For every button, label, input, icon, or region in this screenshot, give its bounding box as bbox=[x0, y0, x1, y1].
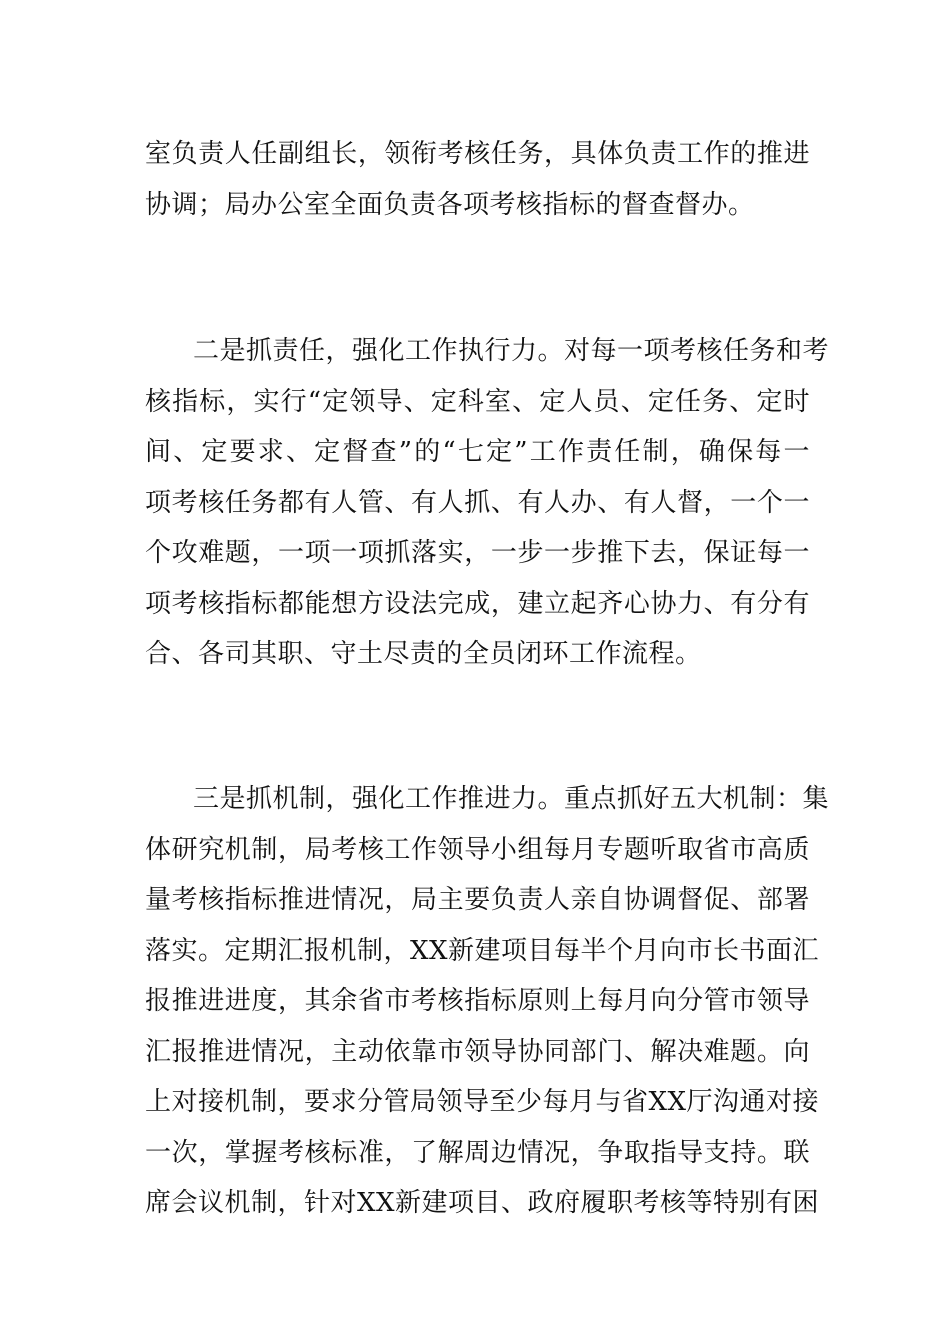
text-line: 体研究机制，局考核工作领导小组每月专题听取省市高质 bbox=[145, 834, 810, 865]
text-line: 上对接机制，要求分管局领导至少每月与省XX厅沟通对接 bbox=[145, 1087, 820, 1117]
text-line: 协调；局办公室全面负责各项考核指标的督查督办。 bbox=[145, 189, 755, 220]
text-line: 合、各司其职、守土尽责的全员闭环工作流程。 bbox=[145, 639, 702, 669]
text-line: 三是抓机制，强化工作推进力。重点抓好五大机制：集 bbox=[193, 784, 830, 814]
text-line: 席会议机制，针对XX新建项目、政府履职考核等特别有困 bbox=[145, 1188, 820, 1218]
text-line: 间、定要求、定督查”的“七定”工作责任制，确保每一 bbox=[145, 437, 810, 467]
paragraph-2 bbox=[145, 326, 830, 680]
text-line: 二是抓责任，强化工作执行力。对每一项考核任务和考 bbox=[193, 336, 830, 366]
text-line: 项考核任务都有人管、有人抓、有人办、有人督，一个一 bbox=[145, 487, 810, 518]
text-line: 量考核指标推进情况，局主要负责人亲自协调督促、部署 bbox=[145, 885, 810, 915]
text-line: 落实。定期汇报机制，XX新建项目每半个月向市长书面汇 bbox=[145, 935, 820, 966]
paragraph-1 bbox=[145, 129, 810, 230]
text-line: 汇报推进情况，主动依靠市领导协同部门、解决难题。向 bbox=[145, 1036, 810, 1067]
text-line: 项考核指标都能想方设法完成，建立起齐心协力、有分有 bbox=[145, 588, 810, 619]
text-line: 一次，掌握考核标准，了解周边情况，争取指导支持。联 bbox=[145, 1137, 810, 1168]
text-line: 核指标，实行“定领导、定科室、定人员、定任务、定时 bbox=[145, 386, 810, 417]
paragraph-3 bbox=[145, 774, 830, 1229]
text-line: 室负责人任副组长，领衔考核任务，具体负责工作的推进 bbox=[145, 139, 810, 169]
text-line: 报推进进度，其余省市考核指标原则上每月向分管市领导 bbox=[145, 986, 810, 1016]
text-line: 个攻难题，一项一项抓落实，一步一步推下去，保证每一 bbox=[145, 538, 810, 568]
